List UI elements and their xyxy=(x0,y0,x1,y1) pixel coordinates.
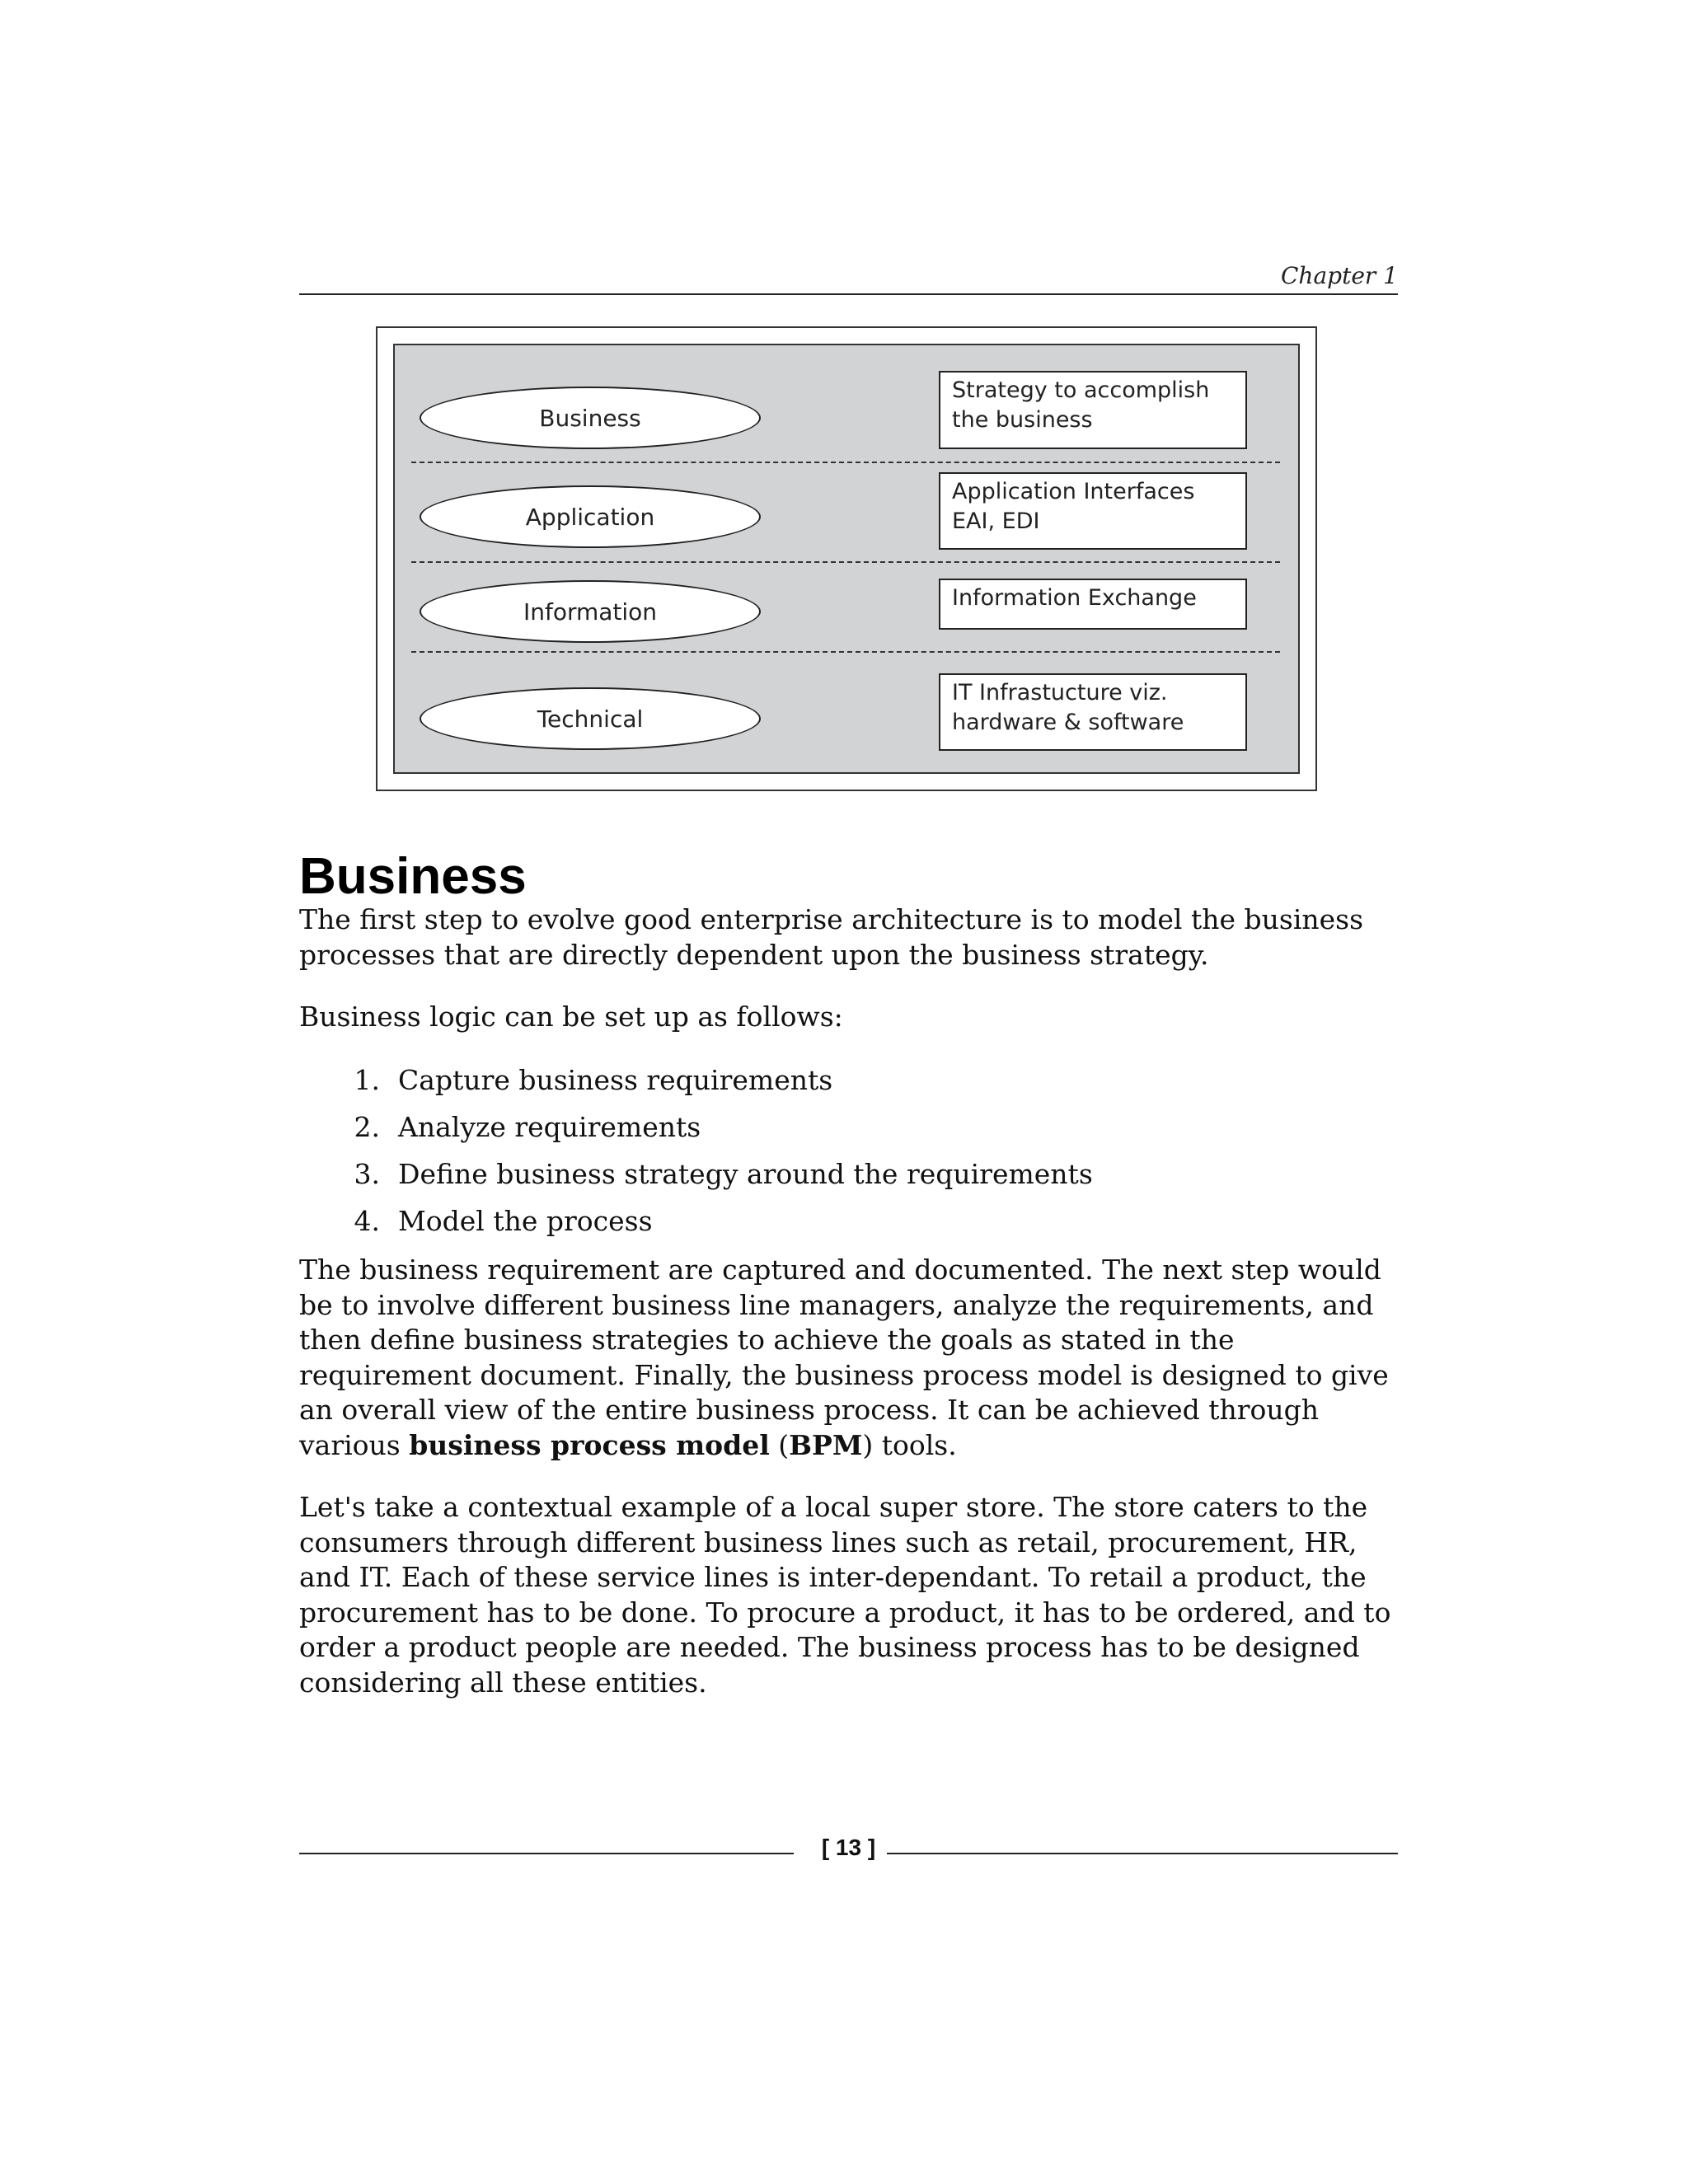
steps-list xyxy=(299,1063,1093,1251)
requirements-paragraph-text: The business requirement are captured and documented. The next step would be to involve different business line managers, analyze the requirements, and then define business strategies to achieve the goals as stated in the requirement document. Finally, the business process model is designed to give an overall view of the entire business process. It can be achieved through various xyxy=(299,1254,1389,1461)
list-item-number: 2. xyxy=(354,1111,380,1143)
list-item-text: Analyze requirements xyxy=(398,1111,701,1143)
layer-technical-description: IT Infrastucture viz. hardware & software xyxy=(939,673,1247,751)
layer-divider xyxy=(411,651,1280,653)
layer-business-ellipse: Business xyxy=(420,387,761,449)
layer-divider xyxy=(411,462,1280,463)
list-item xyxy=(299,1157,1093,1204)
running-header xyxy=(299,262,1398,295)
paren-open: ( xyxy=(778,1428,790,1461)
page-number: [ 13 ] xyxy=(821,1835,876,1860)
intro-paragraph: The first step to evolve good enterprise architecture is to model the business processes that are directly dependent upon the business strategy. xyxy=(299,903,1364,971)
list-intro: Business logic can be set up as follows: xyxy=(299,1001,843,1033)
list-item-number: 4. xyxy=(354,1205,380,1237)
list-item-number: 1. xyxy=(354,1064,380,1096)
layer-application-description: Application Interfaces EAI, EDI xyxy=(939,472,1247,550)
list-item-number: 3. xyxy=(354,1158,380,1190)
bold-term: business process model xyxy=(409,1428,770,1461)
section-heading: Business xyxy=(299,848,527,905)
list-item-text: Define business strategy around the requirements xyxy=(398,1158,1093,1190)
list-item-text: Model the process xyxy=(398,1205,653,1237)
list-item xyxy=(299,1063,1093,1110)
page-footer xyxy=(299,1835,1398,1868)
diagram-panel xyxy=(393,344,1300,774)
layer-application-ellipse: Application xyxy=(420,485,761,548)
paragraph-ending: ) tools. xyxy=(862,1428,957,1461)
layer-information-ellipse: Information xyxy=(420,580,761,643)
layer-business-description: Strategy to accomplish the business xyxy=(939,371,1247,449)
list-item-text: Capture business requirements xyxy=(398,1064,833,1096)
layer-divider xyxy=(411,561,1280,563)
bold-acronym: BPM xyxy=(789,1428,863,1461)
list-item xyxy=(299,1110,1093,1157)
list-item xyxy=(299,1204,1093,1251)
architecture-diagram xyxy=(376,326,1317,791)
layer-information-description: Information Exchange xyxy=(939,579,1247,630)
example-paragraph: Let's take a contextual example of a local super store. The store caters to the consumers through different business lines such as retail, procurement, HR, and IT. Each of these service lines is inter-dependant. To retail a product, the procurement has to be done. To procure a product, it has to be ordered, and to order a product people are needed. The business process has to be designed considering all these entities. xyxy=(299,1491,1391,1699)
requirements-paragraph xyxy=(299,1253,1404,1463)
chapter-label: Chapter 1 xyxy=(1281,262,1398,289)
layer-technical-ellipse: Technical xyxy=(420,687,761,750)
